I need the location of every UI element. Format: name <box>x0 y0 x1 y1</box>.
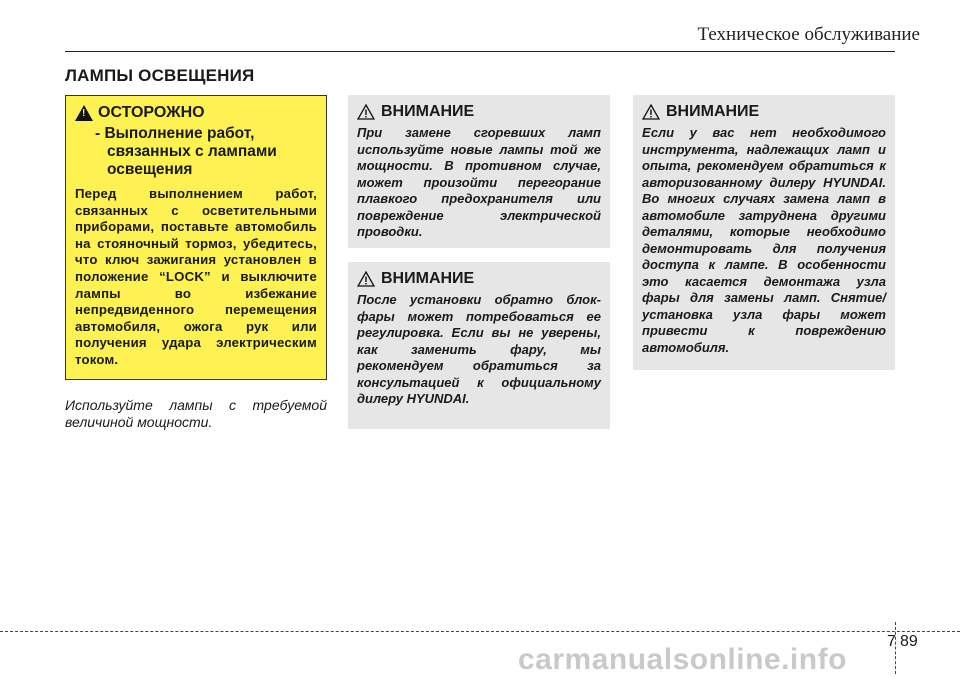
warning-triangle-icon <box>357 104 375 120</box>
notice-box <box>348 95 610 248</box>
notice-box <box>633 95 895 370</box>
notice-heading: ВНИМАНИЕ <box>666 103 760 120</box>
warning-triangle-icon: ! <box>75 105 93 121</box>
section-title: ЛАМПЫ ОСВЕЩЕНИЯ <box>65 66 255 85</box>
notice-box <box>348 262 610 429</box>
header-divider <box>65 51 895 52</box>
notice-body: Если у вас нет необходимого инструмента, надлежащих ламп и опыта, рекомендуем обратиться к авторизованному дилеру HYUNDAI. Во многих случаях замена ламп в автомобиле затруднена другими деталями, которые необходимо демонтировать для получения доступа к лампе. В особенности это касается демонтажа узла фары для замены ламп. Снятие/установка узла фары может привести к повреждению автомобиля. <box>642 125 886 355</box>
running-header: Техническое обслуживание <box>697 24 920 45</box>
caution-heading: ОСТОРОЖНО <box>98 104 205 121</box>
caution-item: - Выполнение работ, связанных с лампами освещения <box>95 125 277 178</box>
watermark: carmanualsonline.info <box>518 643 847 676</box>
warning-triangle-icon <box>642 104 660 120</box>
caution-body: Перед выполнением работ, связанных с осветительными приборами, поставьте автомобиль на стояночный тормоз, убедитесь, что ключ зажигания установлен в положение “LOCK” и выключите лампы во избежание непредвиденного перемещения автомобиля, ожога рук или получения удара электрическим током. <box>75 186 317 367</box>
notice-heading: ВНИМАНИЕ <box>381 103 475 120</box>
instruction-text: Используйте лампы с требуемой величиной мощности. <box>65 397 327 430</box>
notice-heading-row <box>357 103 601 121</box>
caution-heading-row <box>75 104 317 122</box>
notice-heading-row <box>642 103 886 121</box>
chapter-number: 7 <box>887 633 896 650</box>
notice-heading-row <box>357 270 601 288</box>
page-number: 89 <box>900 633 918 650</box>
notice-body: После установки обратно блок-фары может потребоваться ее регулировка. Если вы не уверены, как заменить фару, мы рекомендуем обратиться за консультацией к официальному дилеру HYUNDAI. <box>357 292 601 406</box>
notice-heading: ВНИМАНИЕ <box>381 270 475 287</box>
footer-divider <box>0 631 960 632</box>
warning-triangle-icon <box>357 271 375 287</box>
caution-box <box>65 95 327 380</box>
notice-body: При замене сгоревших ламп используйте новые лампы той же мощности. В противном случае, может произойти перегорание плавкого предохранителя или повреждение электрической проводки. <box>357 125 601 239</box>
